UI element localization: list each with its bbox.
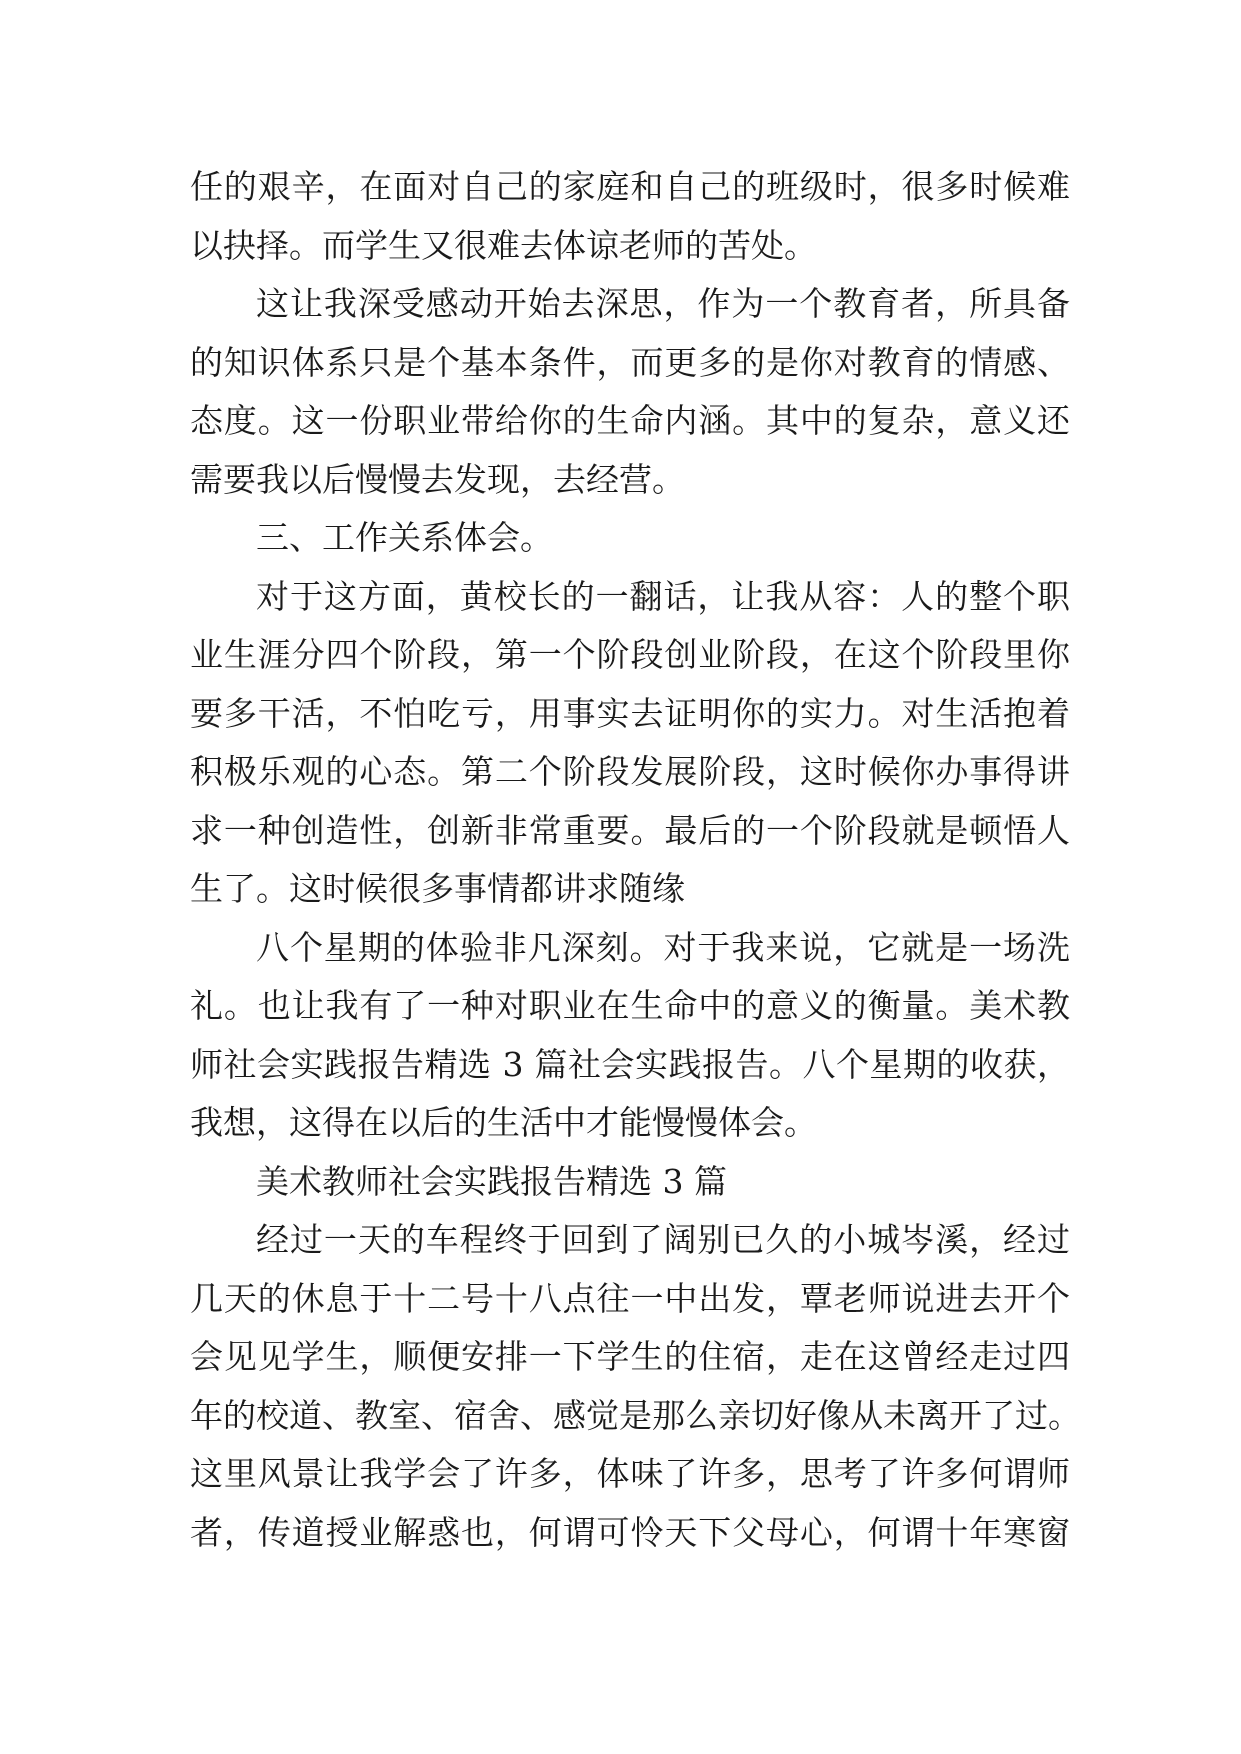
text-line: 八个星期的体验非凡深刻。对于我来说，它就是一场洗	[256, 927, 1070, 967]
text-line: 生了。这时候很多事情都讲求随缘	[190, 869, 685, 908]
text-line: 任的艰辛，在面对自己的家庭和自己的班级时，很多时候难	[190, 167, 1070, 206]
text-line: 师社会实践报告精选 3 篇社会实践报告。八个星期的收获，	[190, 1044, 1070, 1084]
text-line: 这里风景让我学会了许多，体味了许多，思考了许多何谓师	[190, 1454, 1070, 1493]
text-line: 这让我深受感动开始去深思，作为一个教育者，所具备	[256, 284, 1070, 323]
text-line: 以抉择。而学生又很难去体谅老师的苦处。	[190, 225, 817, 265]
text-line: 三、工作关系体会。	[256, 518, 553, 557]
text-line: 年的校道、教室、宿舍、感觉是那么亲切好像从未离开了过。	[190, 1395, 1081, 1435]
text-line: 态度。这一份职业带给你的生命内涵。其中的复杂，意义还	[190, 401, 1070, 440]
document-body	[190, 158, 1081, 1562]
text-line: 求一种创造性，创新非常重要。最后的一个阶段就是顿悟人	[190, 810, 1070, 850]
text-line: 礼。也让我有了一种对职业在生命中的意义的衡量。美术教	[190, 986, 1070, 1025]
text-line: 我想，这得在以后的生活中才能慢慢体会。	[190, 1103, 817, 1142]
text-line: 业生涯分四个阶段，第一个阶段创业阶段，在这个阶段里你	[190, 635, 1070, 674]
text-line: 积极乐观的心态。第二个阶段发展阶段，这时候你办事得讲	[190, 752, 1070, 791]
text-line: 者，传道授业解惑也，何谓可怜天下父母心，何谓十年寒窗	[190, 1512, 1070, 1552]
text-line: 几天的休息于十二号十八点往一中出发，覃老师说进去开个	[190, 1278, 1070, 1318]
text-line: 美术教师社会实践报告精选 3 篇	[256, 1161, 727, 1201]
text-line: 要多干活，不怕吃亏，用事实去证明你的实力。对生活抱着	[190, 693, 1070, 733]
text-line: 会见见学生，顺便安排一下学生的住宿，走在这曾经走过四	[190, 1337, 1070, 1376]
text-line: 的知识体系只是个基本条件，而更多的是你对教育的情感、	[190, 342, 1070, 382]
text-line: 需要我以后慢慢去发现，去经营。	[190, 459, 685, 499]
text-line: 经过一天的车程终于回到了阔别已久的小城岑溪，经过	[256, 1220, 1070, 1259]
text-line: 对于这方面，黄校长的一翻话，让我从容：人的整个职	[256, 576, 1070, 616]
